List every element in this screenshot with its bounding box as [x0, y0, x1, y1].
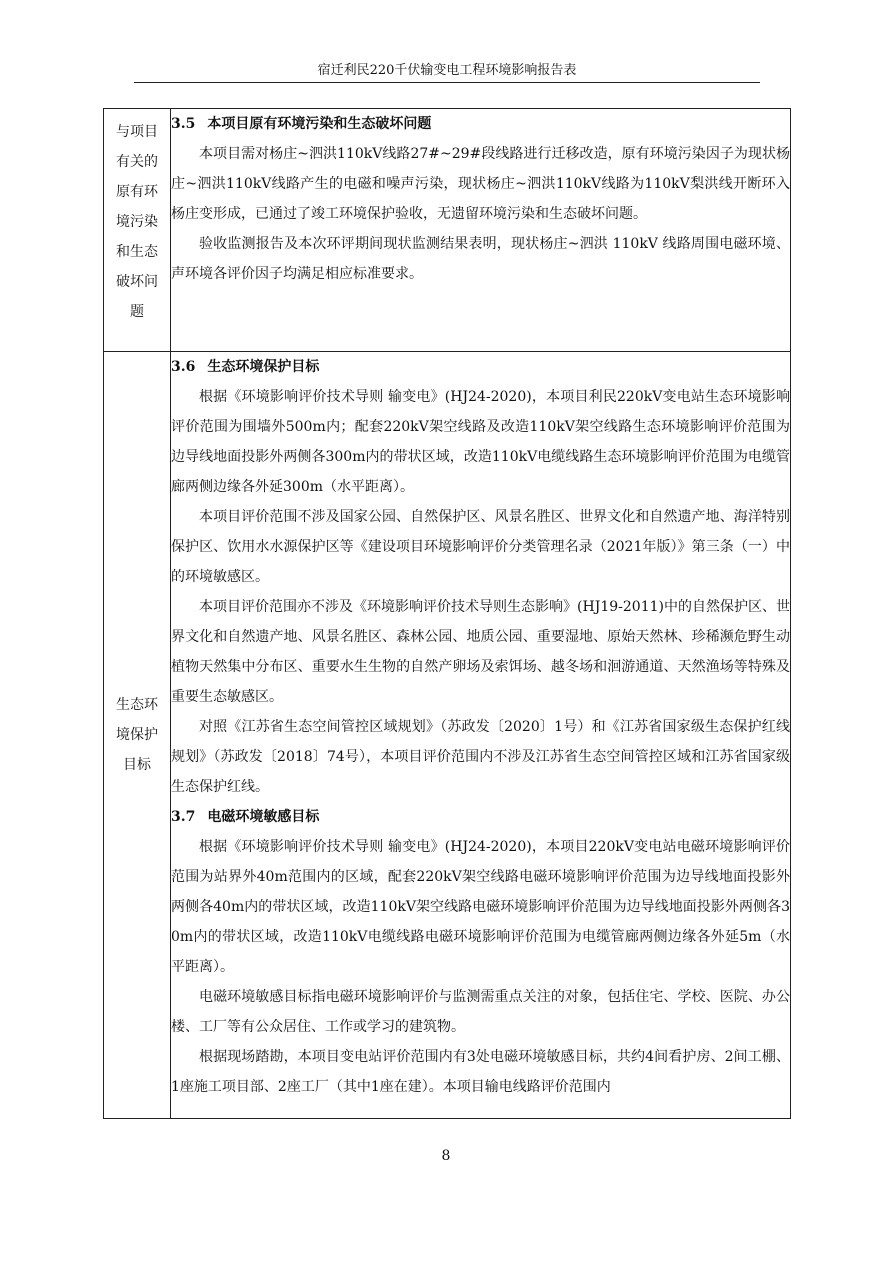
- paragraph: 电磁环境敏感目标指电磁环境影响评价与监测需重点关注的对象，包括住宅、学校、医院、办公楼、工厂等有公众居住、工作或学习的建筑物。: [171, 989, 790, 1035]
- paragraph: 对照《江苏省生态空间管控区域规划》（苏政发〔2020〕1号）和《江苏省国家级生态保护红线规划》（苏政发〔2018〕74号），本项目评价范围内不涉及江苏省生态空间管控区域和江苏省国家级生态保护红线。: [171, 719, 790, 795]
- page-header: 宿迁利民220千伏输变电工程环境影响报告表: [317, 63, 577, 78]
- row-label-cell: [104, 109, 171, 352]
- section-number: 3.6: [171, 359, 196, 375]
- row-label-cell: [104, 352, 171, 1119]
- page-number: 8: [441, 1148, 451, 1164]
- header-rule: [134, 82, 760, 83]
- paragraph: 本项目需对杨庄~泗洪110kV线路27#~29#段线路进行迁移改造，原有环境污染因子为现状杨庄~泗洪110kV线路产生的电磁和噪声污染，现状杨庄~泗洪110kV线路为110kV梨洪线开断环入杨庄变形成，已通过了竣工环境保护验收，无遗留环境污染和生态破坏问题。: [171, 146, 790, 222]
- row-content-cell: [171, 109, 791, 352]
- table-row: [104, 109, 791, 352]
- report-table: [103, 108, 791, 1119]
- paragraph: 本项目评价范围亦不涉及《环境影响评价技术导则生态影响》(HJ19-2011)中的自然保护区、世界文化和自然遗产地、风景名胜区、森林公园、地质公园、重要湿地、原始天然林、珍稀濒危野生动植物天然集中分布区、重要水生生物的自然产卵场及索饵场、越冬场和洄游通道、天然渔场等特殊及重要生态敏感区。: [171, 599, 790, 705]
- section-title: 电磁环境敏感目标: [207, 809, 320, 825]
- paragraph: 本项目评价范围不涉及国家公园、自然保护区、风景名胜区、世界文化和自然遗产地、海洋特别保护区、饮用水水源保护区等《建设项目环境影响评价分类管理名录（2021年版）》第三条（一）中的环境敏感区。: [171, 509, 790, 585]
- section-heading: [171, 352, 790, 382]
- row-label: 与项目有关的原有环境污染和生态破坏问题: [116, 124, 158, 320]
- row-content-cell: [171, 352, 791, 1119]
- section-heading: [171, 802, 790, 832]
- section-title: 本项目原有环境污染和生态破坏问题: [207, 116, 432, 132]
- section-number: 3.5: [171, 116, 196, 132]
- row-label: 生态环境保护目标: [116, 697, 158, 773]
- section-title: 生态环境保护目标: [207, 359, 320, 375]
- paragraph: 根据现场踏勘，本项目变电站评价范围内有3处电磁环境敏感目标，共约4间看护房、2间工棚、1座施工项目部、2座工厂（其中1座在建）。本项目输电线路评价范围内: [171, 1049, 790, 1095]
- section-heading: [171, 109, 790, 139]
- section-number: 3.7: [171, 809, 196, 825]
- paragraph: 验收监测报告及本次环评期间现状监测结果表明，现状杨庄~泗洪 110kV 线路周围电磁环境、声环境各评价因子均满足相应标准要求。: [171, 236, 790, 282]
- table-row: [104, 352, 791, 1119]
- paragraph: 根据《环境影响评价技术导则 输变电》(HJ24-2020)，本项目利民220kV变电站生态环境影响评价范围为围墙外500m内；配套220kV架空线路及改造110kV架空线路生态环境影响评价范围为边导线地面投影外两侧各300m内的带状区域，改造110kV电缆线路生态环境影响评价范围为电缆管廊两侧边缘各外延300m（水平距离）。: [171, 389, 790, 495]
- paragraph: 根据《环境影响评价技术导则 输变电》(HJ24-2020)，本项目220kV变电站电磁环境影响评价范围为站界外40m范围内的区域，配套220kV架空线路电磁环境影响评价范围为边导线地面投影外两侧各40m内的带状区域，改造110kV架空线路电磁环境影响评价范围为边导线地面投影外两侧各30m内的带状区域，改造110kV电缆线路电磁环境影响评价范围为电缆管廊两侧边缘各外延5m（水平距离）。: [171, 839, 790, 975]
